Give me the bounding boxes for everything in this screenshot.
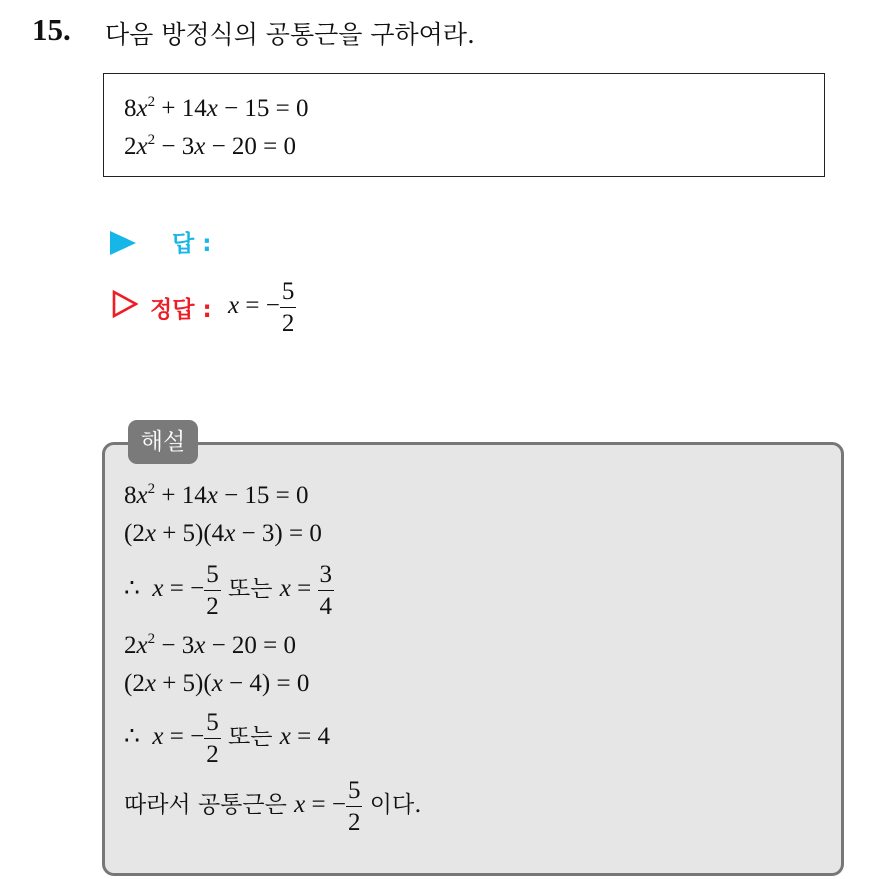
solution-line-7: 따라서 공통근은 x = − $\frac{5}{2}$ 이다. — [124, 777, 422, 836]
question-text: 다음 방정식의 공통근을 구하여라. — [105, 20, 475, 49]
solution-line-1: $8x^2 + 14x - 15 = 0$ — [124, 481, 309, 509]
solution-line-3: ∴ x = − $\frac{5}{2}$ 또는 x = $\frac{3}{4}$ — [124, 561, 332, 620]
solution-line-6: ∴ x = − $\frac{5}{2}$ 또는 x = 4 — [124, 709, 330, 768]
correct-answer-value: x = − $\frac{5}{2}$ — [228, 278, 295, 337]
solution-line-5: (2x + 5)(x − 4) = 0 — [124, 670, 310, 697]
solution-tab: 해설 — [128, 420, 198, 464]
solution-line-4: $2x^2 - 3x - 20 = 0$ — [124, 631, 297, 659]
equation-1: $8x^2 + 14x - 15 = 0$ — [124, 94, 309, 122]
question-number: 15. — [32, 12, 71, 47]
solution-line-2: (2x + 5)(4x − 3) = 0 — [124, 520, 322, 547]
correct-arrow-icon — [112, 290, 138, 318]
answer-label: 답 : — [172, 231, 212, 257]
equation-box — [103, 73, 825, 177]
answer-arrow-icon — [110, 231, 136, 255]
equation-2: $2x^2 - 3x - 20 = 0$ — [124, 132, 297, 160]
correct-answer-label: 정답 : — [150, 297, 212, 323]
